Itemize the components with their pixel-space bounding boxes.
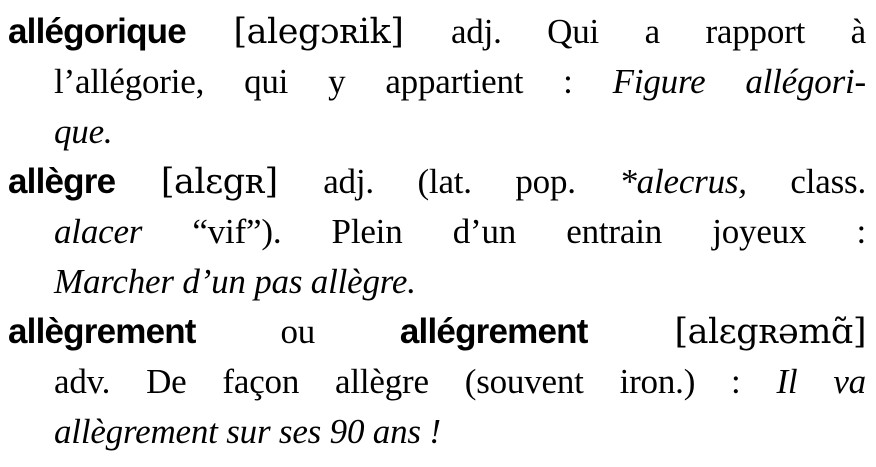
entry-line: [8, 157, 866, 207]
example-text: Marcher d’un pas allègre.: [54, 262, 416, 301]
entry-line: [8, 407, 866, 457]
example-text: Figure allégori-: [612, 62, 867, 101]
entry-line: [8, 257, 866, 307]
entry-line: [8, 57, 866, 107]
definition-text: adj. Qui a rapport à: [450, 12, 866, 51]
pronunciation: [alɛgʀ]: [115, 162, 324, 202]
definition-text: adv. De façon allègre (souvent iron.) :: [54, 362, 777, 401]
pronunciation: [alegɔʀik]: [185, 12, 451, 52]
etymology-text: class.: [746, 162, 866, 201]
entry-line: [8, 207, 866, 257]
dictionary-entry-allegre: [8, 157, 866, 307]
headword: allégorique: [8, 12, 186, 51]
entry-line: [8, 107, 866, 157]
headword-variant-2: allégrement: [399, 312, 588, 351]
connector-text: ou: [195, 312, 400, 351]
definition-text: l’allégorie, qui y appartient :: [54, 62, 613, 101]
etymology-latin: *alecrus,: [619, 162, 747, 201]
dictionary-entry-allegrement: [8, 307, 866, 457]
pronunciation: [alɛgʀəmɑ̃]: [587, 312, 866, 352]
etymology-latin: alacer: [54, 212, 143, 251]
definition-text: “vif”). Plein d’un entrain joyeux :: [142, 212, 866, 251]
entry-line: [8, 357, 866, 407]
example-text: Il va: [776, 362, 866, 401]
example-text: que.: [54, 112, 113, 151]
dictionary-entry-allegorique: [8, 7, 866, 157]
headword: allègre: [8, 162, 116, 201]
etymology-text: adj. (lat. pop.: [323, 162, 620, 201]
entry-line: [8, 307, 866, 357]
example-text: allègrement sur ses 90 ans !: [54, 412, 441, 451]
headword-variant-1: allègrement: [8, 312, 196, 351]
entry-line: [8, 7, 866, 57]
